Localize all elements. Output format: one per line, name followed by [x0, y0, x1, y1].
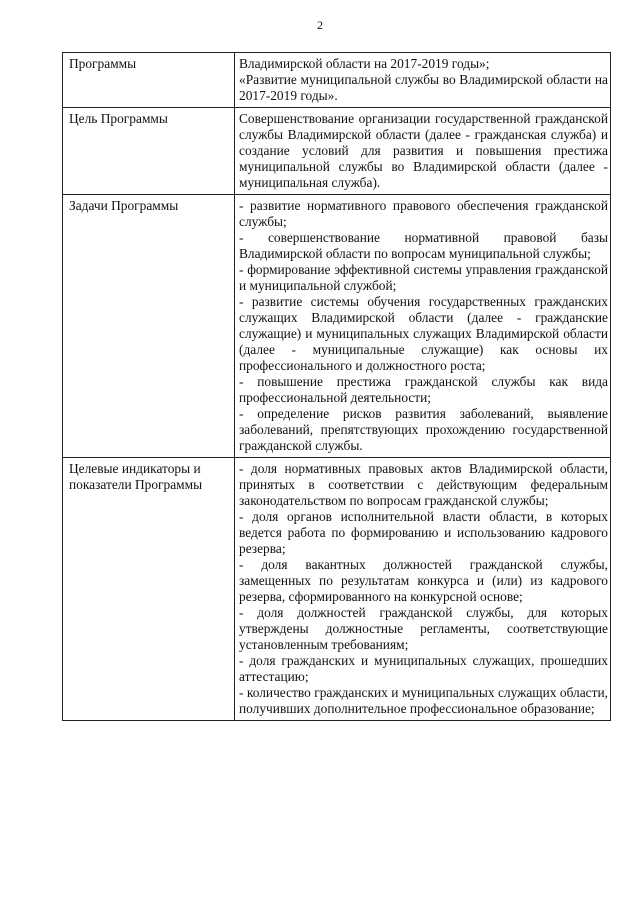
row-label: Задачи Программы [63, 195, 235, 458]
content-paragraph: - доля должностей гражданской службы, для которых утверждены должностные регламенты, соответствующие установленным требованиям; [239, 605, 608, 652]
table-row-goal [63, 108, 611, 195]
table-row-tasks [63, 195, 611, 458]
content-paragraph: - повышение престижа гражданской службы как вида профессиональной деятельности; [239, 374, 608, 405]
row-label: Целевые индикаторы и показатели Программы [63, 458, 235, 721]
content-paragraph: «Развитие муниципальной службы во Владимирской области на 2017-2019 годы». [239, 72, 608, 103]
table-row-indicators [63, 458, 611, 721]
row-label: Цель Программы [63, 108, 235, 195]
row-content [235, 195, 611, 458]
program-passport-table [62, 52, 611, 721]
content-paragraph: - развитие системы обучения государственных гражданских служащих Владимирской области (далее - гражданские служащие) и муниципальных служащих Владимирской области (далее - муниципальные служащие) как основы их профессионального и должностного роста; [239, 294, 608, 373]
content-paragraph: - количество гражданских и муниципальных служащих области, получивших дополнительное профессиональное образование; [239, 685, 608, 716]
row-content [235, 458, 611, 721]
page-number: 2 [317, 18, 323, 32]
table-row-program [63, 53, 611, 108]
content-paragraph: - доля нормативных правовых актов Владимирской области, принятых в соответствии с действующим федеральным законодательством по вопросам гражданской службы; [239, 461, 608, 508]
content-paragraph: - формирование эффективной системы управления гражданской и муниципальной службой; [239, 262, 608, 293]
row-content [235, 108, 611, 195]
row-content [235, 53, 611, 108]
content-paragraph: - доля вакантных должностей гражданской службы, замещенных по результатам конкурса и (или) из кадрового резерва, сформированного на конкурсной основе; [239, 557, 608, 604]
content-paragraph: Владимирской области на 2017-2019 годы»; [239, 56, 490, 71]
content-paragraph: - доля гражданских и муниципальных служащих, прошедших аттестацию; [239, 653, 608, 684]
content-paragraph: - определение рисков развития заболеваний, выявление заболеваний, препятствующих прохождению государственной гражданской службы. [239, 406, 608, 453]
content-paragraph: - доля органов исполнительной власти области, в которых ведется работа по формированию и использованию кадрового резерва; [239, 509, 608, 556]
content-paragraph: - совершенствование нормативной правовой базы Владимирской области по вопросам муниципальной службы; [239, 230, 608, 261]
content-paragraph: Совершенствование организации государственной гражданской службы Владимирской области (далее - гражданская служба) и создание условий для развития и повышения престижа муниципальной службы во Владимирской области (далее - муниципальная служба). [239, 111, 608, 190]
content-paragraph: - развитие нормативного правового обеспечения гражданской службы; [239, 198, 608, 229]
row-label: Программы [63, 53, 235, 108]
